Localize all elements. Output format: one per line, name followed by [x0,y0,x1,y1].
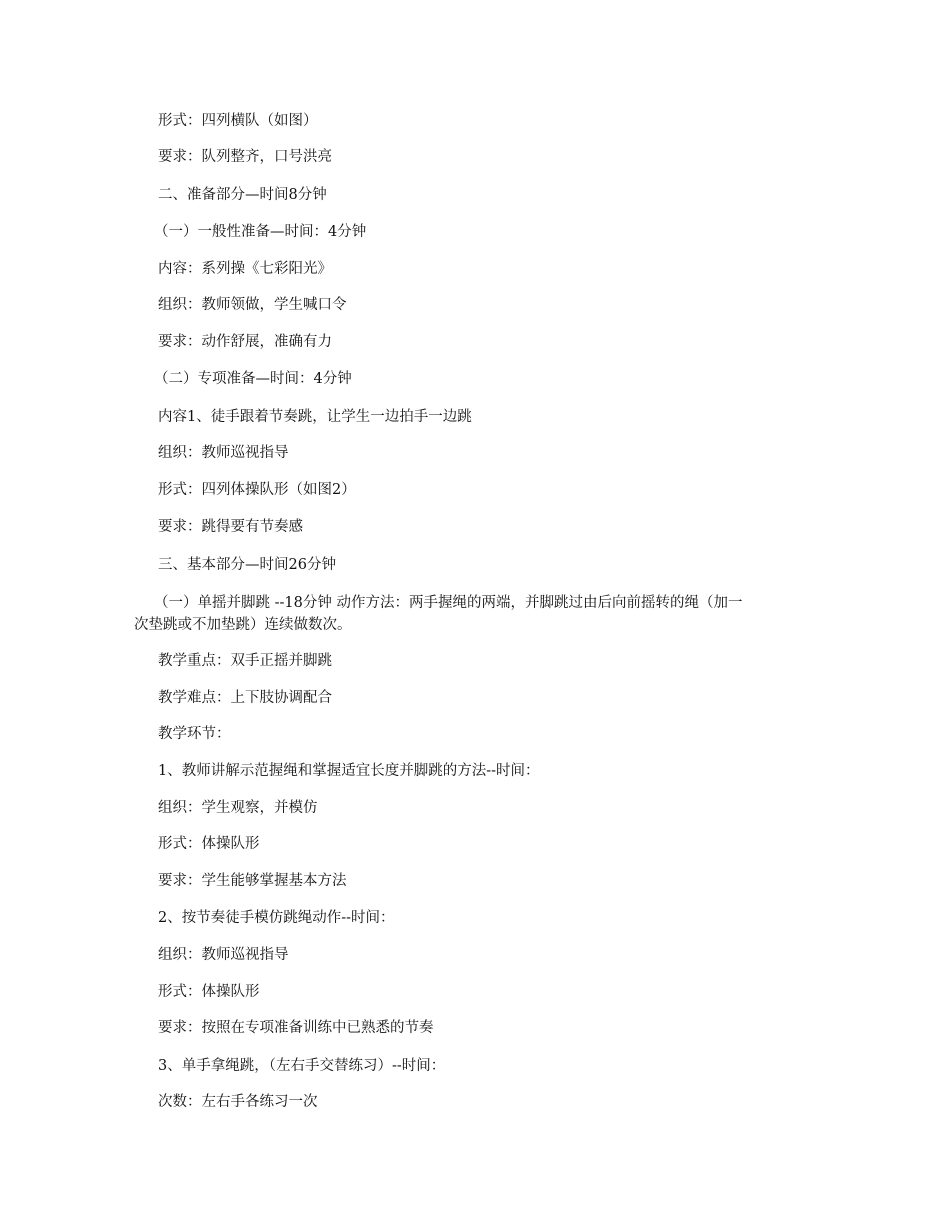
requirement-line: 要求：按照在专项准备训练中已熟悉的节奏 [158,1020,434,1036]
content-line: 内容1、徒手跟着节奏跳，让学生一边拍手一边跳 [158,409,472,425]
form-line: 形式：四列体操队形（如图2） [158,482,356,498]
form-line: 形式：体操队形 [158,984,260,1000]
section-heading-basic: 三、基本部分—时间26分钟 [158,557,336,573]
teaching-steps-label: 教学环节： [158,726,231,742]
organization-line: 组织：教师巡视指导 [158,947,289,963]
teaching-focus-line: 教学重点：双手正摇并脚跳 [158,653,332,669]
requirement-line: 要求：学生能够掌握基本方法 [158,873,347,889]
subsection-single-rope-jump: （一）单摇并脚跳 --18分钟 动作方法：两手握绳的两端，并脚跳过由后向前摇转的绳（加一 [154,595,743,611]
count-line: 次数：左右手各练习一次 [158,1094,318,1110]
requirement-line: 要求：队列整齐，口号洪亮 [158,149,332,165]
requirement-line: 要求：跳得要有节奏感 [158,519,303,535]
subsection-general-prep: （一）一般性准备—时间：4分钟 [154,224,367,240]
content-line: 内容：系列操《七彩阳光》 [158,261,332,277]
step-2-heading: 2、按节奏徒手模仿跳绳动作--时间： [158,910,395,926]
requirement-line: 要求：动作舒展，准确有力 [158,334,332,350]
organization-line: 组织：教师领做，学生喊口令 [158,297,347,313]
subsection-single-rope-jump-cont: 次垫跳或不加垫跳）连续做数次。 [134,617,352,633]
step-1-heading: 1、教师讲解示范握绳和掌握适宜长度并脚跳的方法--时间： [158,763,540,779]
organization-line: 组织：教师巡视指导 [158,445,289,461]
form-line: 形式：四列横队（如图） [158,113,318,129]
form-line: 形式：体操队形 [158,836,260,852]
organization-line: 组织：学生观察，并模仿 [158,800,318,816]
step-3-heading: 3、单手拿绳跳，（左右手交替练习）--时间： [158,1058,446,1074]
section-heading-prep: 二、准备部分—时间8分钟 [158,187,327,203]
teaching-difficulty-line: 教学难点：上下肢协调配合 [158,690,332,706]
subsection-special-prep: （二）专项准备—时间：4分钟 [154,371,352,387]
